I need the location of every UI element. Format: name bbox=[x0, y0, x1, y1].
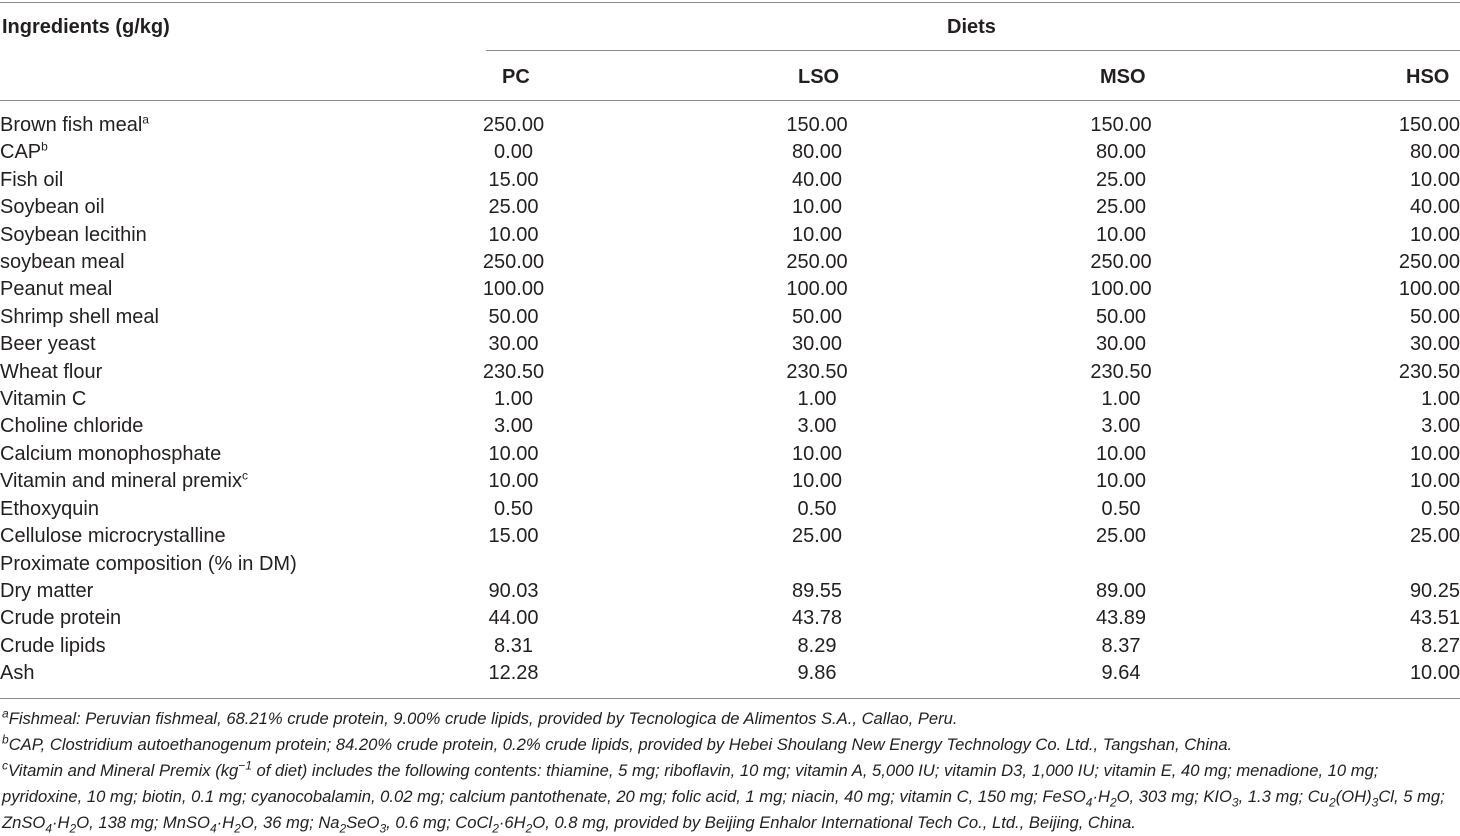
value-cell: 25.00 bbox=[1095, 525, 1147, 548]
value-cell: 8.31 bbox=[494, 634, 533, 657]
value-cell: 50.00 bbox=[1095, 305, 1147, 328]
footnote-text: SeO bbox=[346, 813, 380, 832]
value-cell: 250.00 bbox=[482, 251, 545, 274]
footnote-text: , 0.6 mg; CoCl bbox=[386, 813, 493, 832]
value-cell: 10.00 bbox=[1095, 442, 1147, 465]
value-cell: 1.00 bbox=[797, 388, 837, 411]
value-cell: 50.00 bbox=[488, 305, 539, 328]
table-row bbox=[0, 578, 1460, 605]
footnote-text: ·H bbox=[216, 813, 235, 832]
value-cell: 1.00 bbox=[494, 388, 533, 411]
subscript: 4 bbox=[45, 821, 53, 836]
row-label: Crude protein bbox=[0, 607, 122, 630]
value-cell: 10.00 bbox=[488, 223, 539, 246]
value-cell bbox=[1275, 551, 1460, 578]
subscript: 2 bbox=[525, 821, 533, 836]
row-label-cell bbox=[0, 222, 360, 249]
value-cell: 8.37 bbox=[1101, 634, 1141, 657]
value-cell: 0.50 bbox=[1101, 497, 1141, 520]
row-label-cell bbox=[0, 523, 360, 550]
value-cell: 30.00 bbox=[488, 333, 539, 356]
value-cell bbox=[360, 551, 667, 578]
table-row bbox=[0, 276, 1460, 303]
value-cell: 1.00 bbox=[1101, 388, 1141, 411]
row-label: Proximate composition (% in DM) bbox=[0, 552, 297, 575]
value-cell: 50.00 bbox=[791, 305, 843, 328]
value-cell: 250.00 bbox=[482, 114, 545, 136]
value-cell: 90.25 bbox=[1409, 579, 1460, 602]
value-cell: 43.51 bbox=[1409, 607, 1460, 630]
subscript: 2 bbox=[234, 821, 241, 836]
table-row bbox=[0, 551, 1460, 578]
row-label-cell bbox=[0, 468, 360, 495]
value-cell: 15.00 bbox=[488, 525, 539, 548]
table-row bbox=[0, 304, 1460, 331]
row-label: Peanut meal bbox=[0, 278, 113, 301]
row-label: Soybean oil bbox=[0, 196, 105, 219]
row-label-cell bbox=[0, 304, 360, 331]
table-row bbox=[0, 112, 1460, 139]
value-cell: 25.00 bbox=[1409, 525, 1460, 548]
footnote-text: O, 36 mg; Na bbox=[240, 813, 340, 832]
value-cell: 10.00 bbox=[1409, 223, 1460, 246]
column-header-pc: PC bbox=[502, 66, 530, 88]
footnote-text: ·H bbox=[52, 813, 70, 832]
table-row bbox=[0, 660, 1460, 687]
superscript: −1 bbox=[238, 758, 252, 773]
row-label: Shrimp shell meal bbox=[0, 305, 159, 328]
value-cell: 230.50 bbox=[1090, 360, 1152, 383]
subscript: 3 bbox=[379, 821, 387, 836]
value-cell: 8.27 bbox=[1421, 634, 1460, 657]
row-label-cell bbox=[0, 496, 360, 523]
subscript: 3 bbox=[1231, 795, 1239, 810]
footnote-a bbox=[0, 706, 1460, 732]
value-cell: 250.00 bbox=[1398, 251, 1460, 274]
value-cell: 100.00 bbox=[786, 278, 848, 301]
value-cell: 25.00 bbox=[488, 196, 539, 219]
row-label: Beer yeast bbox=[0, 333, 96, 356]
value-cell: 10.00 bbox=[1409, 470, 1460, 493]
value-cell: 230.50 bbox=[1398, 360, 1460, 383]
value-cell: 230.50 bbox=[482, 360, 545, 383]
subscript: 4 bbox=[209, 821, 217, 836]
value-cell: 10.00 bbox=[1095, 470, 1147, 493]
footnote-text: Vitamin and Mineral Premix (kg bbox=[8, 761, 239, 780]
value-cell: 10.00 bbox=[791, 196, 843, 219]
value-cell: 3.00 bbox=[494, 415, 533, 438]
value-cell: 0.50 bbox=[797, 497, 837, 520]
value-cell: 43.78 bbox=[791, 607, 843, 630]
footnote-text: ·H bbox=[1092, 787, 1110, 806]
value-cell: 10.00 bbox=[791, 223, 843, 246]
value-cell: 89.00 bbox=[1095, 579, 1147, 602]
value-cell: 8.29 bbox=[797, 634, 837, 657]
table-row bbox=[0, 605, 1460, 632]
footnote-b bbox=[0, 732, 1460, 758]
footnote-marker: a bbox=[2, 706, 9, 721]
row-label-cell bbox=[0, 633, 360, 660]
value-cell: 80.00 bbox=[1095, 141, 1147, 164]
column-header-mso: MSO bbox=[1100, 66, 1146, 88]
value-cell: 40.00 bbox=[791, 168, 843, 191]
value-cell: 10.00 bbox=[488, 442, 539, 465]
table-row bbox=[0, 359, 1460, 386]
table-body bbox=[0, 112, 1460, 688]
footnote-text: O, 303 mg; KIO bbox=[1116, 787, 1232, 806]
row-label: Cellulose microcrystalline bbox=[0, 525, 226, 548]
row-label-cell bbox=[0, 578, 360, 605]
row-label: soybean meal bbox=[0, 251, 125, 274]
footnote-c bbox=[0, 758, 1460, 836]
row-label: Soybean lecithin bbox=[0, 223, 147, 246]
value-cell: 15.00 bbox=[488, 168, 539, 191]
table-row bbox=[0, 413, 1460, 440]
row-label: Dry matter bbox=[0, 579, 94, 602]
table-row bbox=[0, 386, 1460, 413]
footnote-text: , 1.3 mg; Cu bbox=[1238, 787, 1329, 806]
value-cell: 12.28 bbox=[488, 662, 539, 685]
value-cell: 250.00 bbox=[786, 251, 848, 274]
value-cell: 10.00 bbox=[791, 470, 843, 493]
table-row bbox=[0, 468, 1460, 495]
value-cell bbox=[667, 551, 967, 578]
footnote-marker: a bbox=[142, 112, 149, 127]
value-cell: 250.00 bbox=[1090, 251, 1152, 274]
ingredients-header: Ingredients (g/kg) bbox=[2, 16, 170, 38]
footnote-marker: c bbox=[2, 758, 8, 773]
row-label-cell bbox=[0, 139, 360, 166]
subscript: 2 bbox=[339, 821, 347, 836]
value-cell: 100.00 bbox=[1090, 278, 1152, 301]
table-row bbox=[0, 194, 1460, 221]
value-cell: 25.00 bbox=[791, 525, 843, 548]
value-cell bbox=[967, 551, 1275, 578]
value-cell: 25.00 bbox=[1095, 168, 1147, 191]
table-row bbox=[0, 331, 1460, 358]
footnote-text: O, 0.8 mg, provided by Beijing Enhalor International Tech Co., Ltd., Beijing, China. bbox=[532, 813, 1136, 832]
row-label-cell bbox=[0, 413, 360, 440]
top-rule bbox=[0, 2, 1460, 3]
value-cell: 10.00 bbox=[488, 470, 539, 493]
row-label: CAP bbox=[0, 141, 42, 164]
value-cell: 230.50 bbox=[786, 360, 848, 383]
ingredients-table bbox=[0, 112, 1460, 688]
value-cell: 10.00 bbox=[791, 442, 843, 465]
footnote-marker: b bbox=[41, 139, 48, 154]
footnote-text: Cl, 5 mg; ZnSO bbox=[2, 787, 1445, 832]
value-cell: 10.00 bbox=[1095, 223, 1147, 246]
row-label: Fish oil bbox=[0, 168, 64, 191]
value-cell: 3.00 bbox=[1421, 415, 1460, 438]
table-row bbox=[0, 441, 1460, 468]
value-cell: 3.00 bbox=[1101, 415, 1141, 438]
row-label-cell bbox=[0, 331, 360, 358]
row-label: Choline chloride bbox=[0, 415, 144, 438]
footnote-text: O, 138 mg; MnSO bbox=[76, 813, 210, 832]
table-row bbox=[0, 167, 1460, 194]
header-bottom-rule bbox=[0, 100, 1460, 101]
footnotes bbox=[0, 706, 1460, 836]
column-header-lso: LSO bbox=[798, 66, 840, 88]
table-row bbox=[0, 523, 1460, 550]
table-row bbox=[0, 496, 1460, 523]
subscript: 2 bbox=[69, 821, 77, 836]
column-header-hso: HSO bbox=[1406, 66, 1450, 88]
footnote-marker: b bbox=[2, 732, 9, 747]
value-cell: 89.55 bbox=[791, 579, 843, 602]
value-cell: 10.00 bbox=[1409, 442, 1460, 465]
value-cell: 9.64 bbox=[1101, 662, 1141, 685]
row-label: Vitamin C bbox=[0, 388, 87, 411]
value-cell: 150.00 bbox=[786, 114, 848, 136]
row-label-cell bbox=[0, 112, 360, 139]
row-label-cell bbox=[0, 386, 360, 413]
value-cell: 40.00 bbox=[1409, 196, 1460, 219]
value-cell: 1.00 bbox=[1421, 388, 1460, 411]
row-label-cell bbox=[0, 660, 360, 687]
subscript: 4 bbox=[1085, 795, 1093, 810]
table-row bbox=[0, 249, 1460, 276]
table-row bbox=[0, 139, 1460, 166]
value-cell: 30.00 bbox=[791, 333, 843, 356]
table-row bbox=[0, 633, 1460, 660]
row-label: Ethoxyquin bbox=[0, 497, 99, 520]
row-label-cell bbox=[0, 441, 360, 468]
row-label: Wheat flour bbox=[0, 360, 103, 383]
footnote-text: Fishmeal: Peruvian fishmeal, 68.21% crude protein, 9.00% crude lipids, provided by Tecnologica de Alimentos S.A., Callao, Peru. bbox=[8, 709, 958, 728]
row-label: Crude lipids bbox=[0, 634, 106, 657]
value-cell: 30.00 bbox=[1095, 333, 1147, 356]
value-cell: 80.00 bbox=[1409, 141, 1460, 164]
value-cell: 10.00 bbox=[1409, 168, 1460, 191]
value-cell: 0.50 bbox=[494, 497, 533, 520]
value-cell: 90.03 bbox=[488, 579, 539, 602]
footnote-text: CAP, Clostridium autoethanogenum protein; 84.20% crude protein, 0.2% crude lipids, provided by Hebei Shoulang New Energy Technology Co. Ltd., Tangshan, China. bbox=[8, 735, 1233, 754]
value-cell: 30.00 bbox=[1409, 333, 1460, 356]
row-label: Calcium monophosphate bbox=[0, 442, 222, 465]
row-label-cell bbox=[0, 551, 360, 578]
row-label-cell bbox=[0, 359, 360, 386]
value-cell: 100.00 bbox=[482, 278, 545, 301]
value-cell: 80.00 bbox=[791, 141, 843, 164]
footnote-text: of diet) includes the following contents: thiamine, 5 mg; riboflavin, 10 mg; vitamin A, 5,000 IU; vitamin D3, 1,000 IU; vitamin E, 40 mg; menadione, 10 mg; pyridoxine, 10 mg; biotin, 0.1 mg; cyanocobalamin, 0.02 mg; calcium pantothenate, 20 mg; folic acid, 1 mg; niacin, 40 mg; vitamin C, 150 mg; FeSO bbox=[2, 761, 1379, 806]
value-cell: 100.00 bbox=[1398, 278, 1460, 301]
subscript: 3 bbox=[1371, 795, 1379, 810]
value-cell: 43.89 bbox=[1095, 607, 1147, 630]
table-bottom-rule bbox=[0, 698, 1460, 699]
row-label-cell bbox=[0, 167, 360, 194]
value-cell: 44.00 bbox=[488, 607, 539, 630]
row-label-cell bbox=[0, 605, 360, 632]
value-cell: 3.00 bbox=[797, 415, 837, 438]
diets-rule bbox=[486, 50, 1460, 51]
row-label: Vitamin and mineral premix bbox=[0, 470, 242, 493]
row-label: Ash bbox=[0, 662, 35, 685]
value-cell: 10.00 bbox=[1409, 662, 1460, 685]
table-row bbox=[0, 222, 1460, 249]
footnote-marker: c bbox=[241, 468, 248, 483]
value-cell: 150.00 bbox=[1398, 114, 1460, 136]
subscript: 2 bbox=[492, 821, 499, 836]
subscript: 2 bbox=[1109, 795, 1117, 810]
row-label-cell bbox=[0, 194, 360, 221]
value-cell: 0.50 bbox=[1421, 497, 1460, 520]
value-cell: 50.00 bbox=[1409, 305, 1460, 328]
footnote-text: ·6H bbox=[498, 813, 526, 832]
value-cell: 150.00 bbox=[1090, 114, 1152, 136]
row-label: Brown fish meal bbox=[0, 114, 143, 136]
footnote-text: (OH) bbox=[1335, 787, 1372, 806]
value-cell: 0.00 bbox=[494, 141, 533, 164]
row-label-cell bbox=[0, 249, 360, 276]
value-cell: 9.86 bbox=[797, 662, 837, 685]
row-label-cell bbox=[0, 276, 360, 303]
subscript: 2 bbox=[1329, 795, 1336, 810]
value-cell: 25.00 bbox=[1095, 196, 1147, 219]
diets-header: Diets bbox=[947, 16, 996, 38]
